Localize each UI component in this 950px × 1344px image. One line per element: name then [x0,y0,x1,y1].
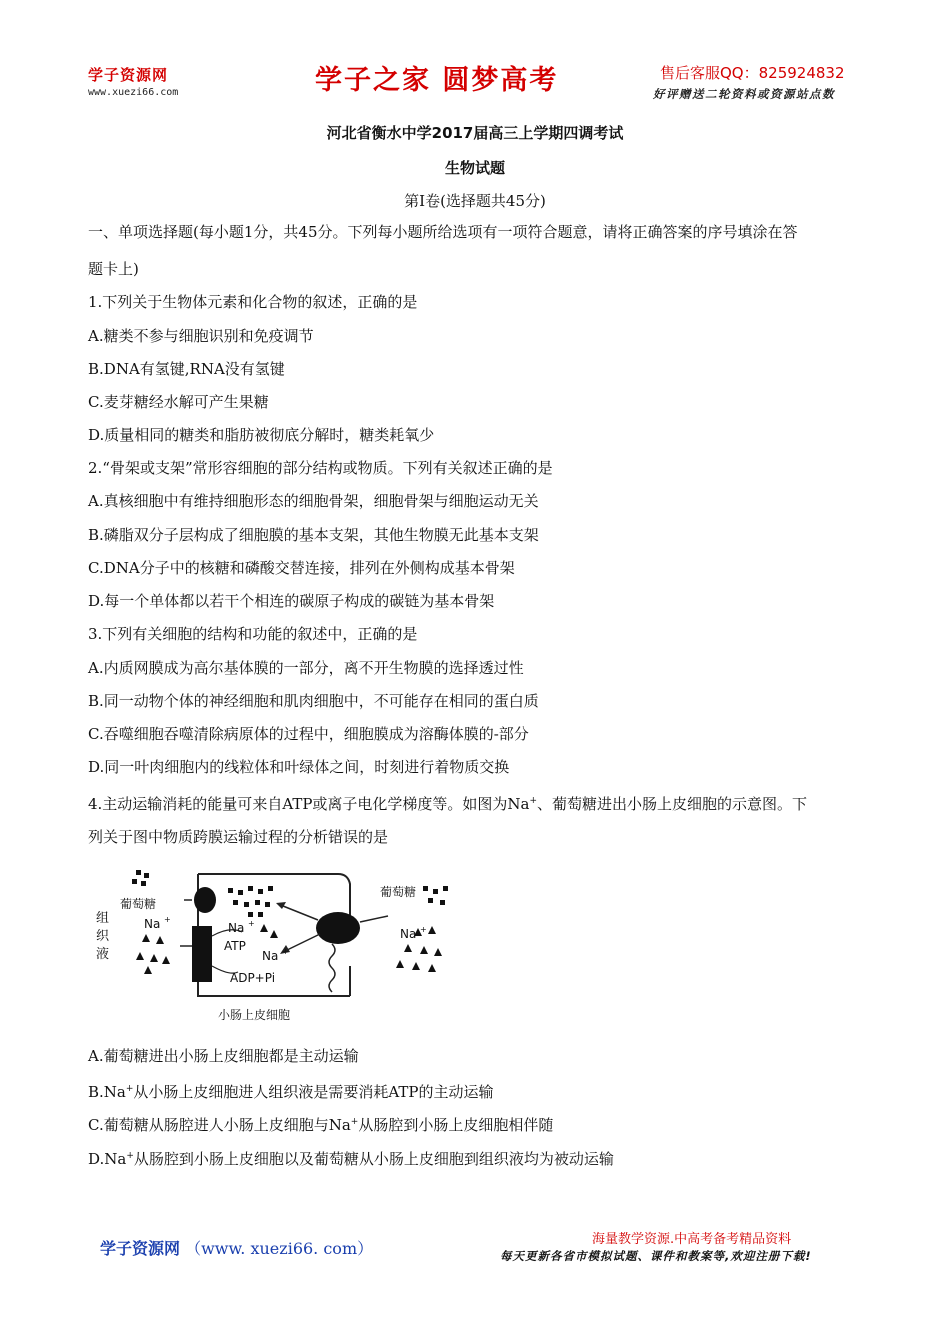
footer-promo-2: 每天更新各省市模拟试题、课件和教案等,欢迎注册下载! [500,1249,812,1263]
option-b-text: 从小肠上皮细胞进人组织液是需要消耗ATP的主动运输 [133,1083,494,1101]
question-4-stem-line-1 [88,791,807,814]
footer-brand-link[interactable] [100,1236,373,1259]
superscript-plus: + [126,1151,134,1161]
service-qq: 售后客服QQ：825924832 [660,64,845,82]
question-1-option-d: D.质量相同的糖类和脂肪被彻底分解时，糖类耗氧少 [88,426,435,444]
superscript-plus: + [125,1084,134,1094]
figure-caption: 小肠上皮细胞 [218,1008,291,1022]
site-url[interactable]: www.xuezi66.com [88,87,179,98]
label-na-right: Na [400,927,417,941]
question-2-option-b: B.磷脂双分子层构成了细胞膜的基本支架，其他生物膜无此基本支架 [88,526,539,544]
label-na-inner: Na [262,949,279,963]
header-slogan: 学子之家 圆梦高考 [315,65,559,96]
instructions-line-2: 题卡上) [88,260,139,278]
question-4-option-b [88,1079,494,1102]
question-4-option-a: A.葡萄糖进出小肠上皮细胞都是主动运输 [88,1047,359,1065]
question-2-option-a: A.真核细胞中有维持细胞形态的细胞骨架，细胞骨架与细胞运动无关 [88,492,539,510]
label-na-right-plus: + [420,925,427,934]
option-b-prefix: B.Na [88,1083,126,1101]
label-na-inside-plus: + [248,919,255,928]
question-1-option-c: C.麦芽糖经水解可产生果糖 [88,393,269,411]
option-c-text: 从肠腔到小肠上皮细胞相伴随 [358,1116,554,1134]
label-na-inner-plus: + [282,947,289,956]
label-na-inside: Na [228,921,245,935]
site-logo-text: 学子资源网 [88,66,169,84]
question-1-stem: 1.下列关于生物体元素和化合物的叙述，正确的是 [88,293,418,311]
label-tissue-2: 织 [96,929,110,944]
transport-diagram-svg [88,856,468,1031]
superscript-plus: + [350,1117,359,1127]
option-c-prefix: C.葡萄糖从肠腔进人小肠上皮细胞与Na [88,1116,351,1134]
label-na-left-plus: + [164,915,171,924]
question-3-option-b: B.同一动物个体的神经细胞和肌肉细胞中，不可能存在相同的蛋白质 [88,692,539,710]
question-3-option-d: D.同一叶肉细胞内的线粒体和叶绿体之间，时刻进行着物质交换 [88,758,510,776]
question-3-stem: 3.下列有关细胞的结构和功能的叙述中，正确的是 [88,625,418,643]
question-3-option-a: A.内质网膜成为高尔基体膜的一部分，离不开生物膜的选择透过性 [88,659,524,677]
label-tissue-3: 液 [96,947,110,962]
question-4-option-d [88,1146,614,1169]
label-na-left: Na [144,917,161,931]
transport-diagram [88,856,468,1031]
footer-brand: 学子资源网 [100,1239,181,1258]
superscript-plus: + [529,796,538,806]
label-adp: ADP+Pi [230,971,276,985]
site-logo[interactable] [88,64,178,98]
question-4-option-c [88,1112,553,1135]
question-4-stem-part-2: 、葡萄糖进出小肠上皮细胞的示意图。下 [537,795,808,813]
option-d-prefix: D.Na [88,1150,127,1168]
exam-subject: 生物试题 [444,159,505,177]
question-2-option-c: C.DNA分子中的核糖和磷酸交替连接，排列在外侧构成基本骨架 [88,559,515,577]
header-tagline: 好评赠送二轮资料或资源站点数 [653,87,835,101]
footer-promo-1: 海量教学资源.中高考备考精品资料 [592,1232,792,1247]
question-3-option-c: C.吞噬细胞吞噬清除病原体的过程中，细胞膜成为溶酶体膜的-部分 [88,725,529,743]
option-d-text: 从肠腔到小肠上皮细胞以及葡萄糖从小肠上皮细胞到组织液均为被动运输 [133,1150,614,1168]
question-2-option-d: D.每一个单体都以若干个相连的碳原子构成的碳链为基本骨架 [88,592,495,610]
label-tissue-1: 组 [96,911,110,926]
instructions-line-1: 一、单项选择题(每小题1分，共45分。下列每小题所给选项有一项符合题意，请将正确答案的序号填涂在答 [88,223,798,241]
section-heading: 第Ⅰ卷(选择题共45分) [404,192,546,210]
label-atp: ATP [224,939,246,953]
question-1-option-b: B.DNA有氢键,RNA没有氢键 [88,360,285,378]
label-glucose-right: 葡萄糖 [380,885,417,899]
question-4-stem-line-2: 列关于图中物质跨膜运输过程的分析错误的是 [88,828,389,846]
exam-title: 河北省衡水中学2017届高三上学期四调考试 [326,124,624,142]
question-2-stem: 2.“骨架或支架”常形容细胞的部分结构或物质。下列有关叙述正确的是 [88,459,553,477]
label-glucose-left: 葡萄糖 [120,897,157,911]
question-1-option-a: A.糖类不参与细胞识别和免疫调节 [88,327,314,345]
footer-url[interactable]: （www. xuezi66. com） [185,1239,374,1258]
question-4-stem-part-1: 4.主动运输消耗的能量可来自ATP或离子电化学梯度等。如图为Na [88,795,530,813]
